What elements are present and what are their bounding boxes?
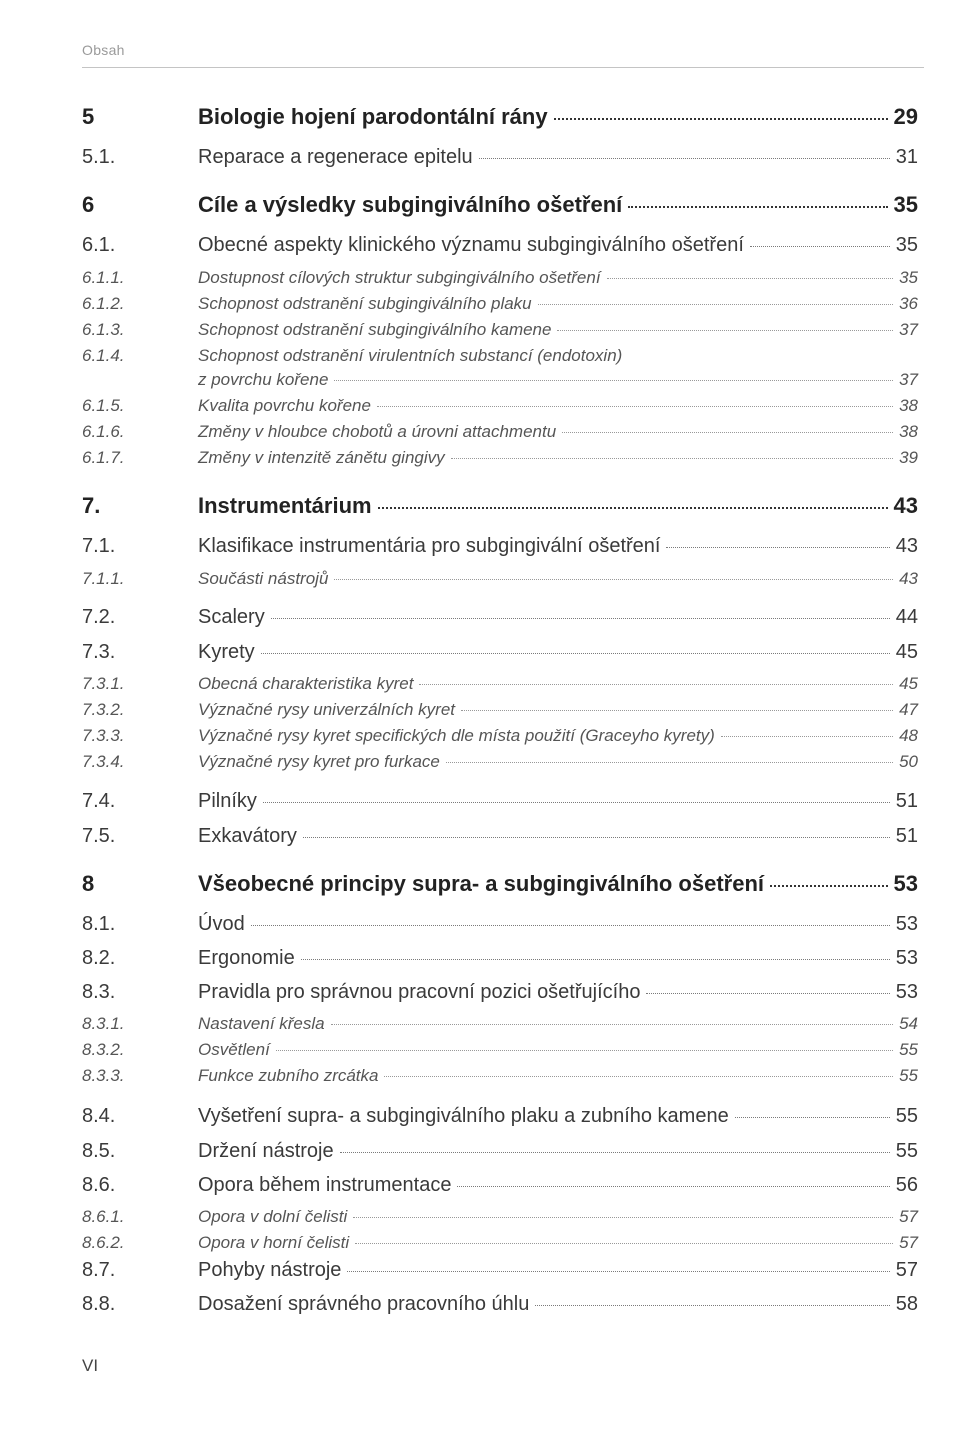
toc-entry[interactable] [82, 913, 918, 936]
toc-entry-number: 7.1. [82, 535, 116, 557]
toc-entry[interactable] [82, 396, 918, 416]
toc-entry-title: Opora během instrumentace [198, 1174, 452, 1196]
toc-entry-title: Obecné aspekty klinického významu subgingiválního ošetření [198, 234, 744, 256]
dot-leader [628, 206, 887, 208]
toc-entry-number: 8.2. [82, 947, 116, 969]
dot-leader [251, 925, 890, 926]
toc-entry-page: 51 [895, 825, 918, 847]
toc-entry-number: 7.3.2. [82, 700, 125, 719]
toc-entry-title: Schopnost odstranění subgingiválního plaku [198, 294, 532, 313]
dot-leader [750, 246, 890, 247]
toc-entry-title: Funkce zubního zrcátka [198, 1066, 379, 1085]
toc-entry[interactable] [82, 146, 918, 169]
toc-entry-number: 7.3.3. [82, 726, 125, 745]
toc-entry-title: Pohyby nástroje [198, 1259, 342, 1281]
toc-entry-page: 50 [899, 752, 918, 771]
toc-entry-page: 44 [895, 606, 918, 628]
toc-entry-page: 43 [893, 493, 918, 518]
toc-entry-title: Opora v dolní čelisti [198, 1207, 348, 1226]
toc-entry[interactable] [82, 268, 918, 288]
toc-entry[interactable] [82, 674, 918, 694]
toc-entry[interactable] [82, 234, 918, 257]
toc-entry-page: 45 [895, 641, 918, 663]
toc-entry[interactable] [82, 871, 918, 897]
toc-entry[interactable] [82, 320, 918, 340]
toc-entry-title: Schopnost odstranění subgingiválního kamene [198, 320, 552, 339]
toc-entry-continuation [198, 370, 918, 390]
toc-entry-number: 8.3.1. [82, 1014, 125, 1033]
toc-entry-page: 53 [893, 871, 918, 896]
toc-entry-number: 7.3.1. [82, 674, 125, 693]
toc-entry-title: Změny v hloubce chobotů a úrovni attachmentu [198, 422, 557, 441]
dot-leader [303, 837, 890, 838]
toc-entry-title: Scalery [198, 606, 265, 628]
dot-leader [271, 618, 890, 619]
dot-leader [334, 380, 893, 381]
toc-entry-number: 7.3.4. [82, 752, 125, 771]
toc-entry-title: Exkavátory [198, 825, 297, 847]
toc-entry-title: Osvětlení [198, 1040, 270, 1059]
toc-entry-title: Všeobecné principy supra- a subgingiválního ošetření [198, 871, 765, 896]
dot-leader [384, 1076, 893, 1077]
toc-entry-number: 7.3. [82, 641, 116, 663]
dot-leader [347, 1271, 889, 1272]
dot-leader [419, 684, 893, 685]
toc-entry-number: 7. [82, 493, 101, 518]
toc-entry-title: Součásti nástrojů [198, 569, 329, 588]
toc-entry-title: Nastavení křesla [198, 1014, 325, 1033]
toc-entry-page: 57 [899, 1207, 918, 1226]
toc-entry[interactable] [82, 1040, 918, 1060]
toc-entry[interactable] [82, 1066, 918, 1086]
toc-entry[interactable] [82, 700, 918, 720]
dot-leader [721, 736, 893, 737]
toc-entry-title: Kyrety [198, 641, 255, 663]
toc-entry[interactable] [82, 790, 918, 813]
toc-entry-page: 53 [895, 913, 918, 935]
toc-entry-number: 8.3.3. [82, 1066, 125, 1085]
dot-leader [770, 885, 887, 887]
toc-entry[interactable] [82, 535, 918, 558]
toc-entry-title: Pilníky [198, 790, 257, 812]
toc-entry[interactable] [82, 1174, 918, 1197]
toc-entry[interactable] [82, 1140, 918, 1163]
toc-entry-number: 8.3.2. [82, 1040, 125, 1059]
dot-leader [538, 304, 893, 305]
dot-leader [451, 458, 893, 459]
toc-entry-title: Význačné rysy kyret pro furkace [198, 752, 440, 771]
toc-entry-page: 47 [899, 700, 918, 719]
toc-entry[interactable] [82, 641, 918, 664]
toc-entry-title: Změny v intenzitě zánětu gingivy [198, 448, 445, 467]
header-rule [82, 67, 924, 68]
toc-entry-page: 35 [893, 192, 918, 217]
toc-entry-title: Instrumentárium [198, 493, 372, 518]
toc-entry[interactable] [82, 104, 918, 130]
toc-entry-title: Cíle a výsledky subgingiválního ošetření [198, 192, 623, 217]
toc-entry[interactable] [82, 448, 918, 468]
toc-entry-page: 38 [899, 422, 918, 441]
toc-entry-page: 55 [899, 1040, 918, 1059]
toc-entry-number: 7.4. [82, 790, 116, 812]
toc-entry[interactable] [82, 1233, 918, 1253]
toc-entry-title: Opora v horní čelisti [198, 1233, 350, 1252]
dot-leader [735, 1117, 890, 1118]
dot-leader [377, 406, 893, 407]
dot-leader [331, 1024, 893, 1025]
toc-entry-page: 58 [895, 1293, 918, 1315]
toc-entry-number: 6.1.6. [82, 422, 125, 441]
toc-entry-page: 39 [899, 448, 918, 467]
toc-entry-page: 38 [899, 396, 918, 415]
toc-entry-number: 6 [82, 192, 95, 217]
toc-entry-title: Pravidla pro správnou pracovní pozici ošetřujícího [198, 981, 641, 1003]
dot-leader [607, 278, 894, 279]
dot-leader [646, 993, 889, 994]
toc-entry[interactable] [82, 1014, 918, 1034]
toc-entry[interactable] [82, 981, 918, 1004]
toc-entry-number: 7.1.1. [82, 569, 125, 588]
toc-entry[interactable] [82, 606, 918, 629]
dot-leader [554, 118, 888, 120]
toc-entry[interactable] [82, 1105, 918, 1128]
toc-entry-number: 8.8. [82, 1293, 116, 1315]
toc-entry-page: 54 [899, 1014, 918, 1033]
toc-entry-title: Obecná charakteristika kyret [198, 674, 414, 693]
toc-entry[interactable] [82, 493, 918, 519]
toc-entry-page: 31 [895, 146, 918, 168]
dot-leader [353, 1217, 893, 1218]
toc-entry-number: 7.5. [82, 825, 116, 847]
toc-entry-page: 57 [899, 1233, 918, 1252]
toc-entry-number: 6.1.7. [82, 448, 125, 467]
dot-leader [562, 432, 893, 433]
toc-entry-page: 37 [899, 320, 918, 339]
toc-entry-number: 8.7. [82, 1259, 116, 1281]
toc-entry-number: 8.6. [82, 1174, 116, 1196]
dot-leader [666, 547, 889, 548]
dot-leader [446, 762, 893, 763]
toc-entry[interactable] [82, 1207, 918, 1227]
toc-entry-title: Klasifikace instrumentária pro subgingivální ošetření [198, 535, 661, 557]
toc-entry-page: 53 [895, 947, 918, 969]
dot-leader [557, 330, 893, 331]
toc-entry-page: 48 [899, 726, 918, 745]
toc-entry-page: 35 [895, 234, 918, 256]
toc-entry-number: 8.1. [82, 913, 116, 935]
toc-entry-number: 8 [82, 871, 95, 896]
toc-entry-page: 43 [899, 569, 918, 588]
toc-entry[interactable] [82, 1293, 918, 1316]
toc-entry-number: 8.6.1. [82, 1207, 125, 1226]
toc-entry-title: Úvod [198, 913, 245, 935]
dot-leader [461, 710, 893, 711]
dot-leader [378, 507, 888, 509]
toc-entry-number: 5.1. [82, 146, 116, 168]
toc-entry-number: 6.1.3. [82, 320, 125, 339]
toc-entry-title: Kvalita povrchu kořene [198, 396, 371, 415]
toc-entry[interactable] [82, 726, 918, 746]
toc-entry-number: 8.3. [82, 981, 116, 1003]
toc-entry-page: 43 [895, 535, 918, 557]
dot-leader [263, 802, 890, 803]
toc-entry[interactable] [82, 825, 918, 848]
dot-leader [535, 1305, 889, 1306]
toc-entry-title: Reparace a regenerace epitelu [198, 146, 473, 168]
toc-entry-page: 51 [895, 790, 918, 812]
dot-leader [261, 653, 890, 654]
dot-leader [276, 1050, 893, 1051]
toc-entry[interactable] [82, 752, 918, 772]
toc-entry[interactable] [82, 569, 918, 589]
toc-entry-page: 55 [899, 1066, 918, 1085]
toc-entry-page: 36 [899, 294, 918, 313]
toc-entry-page: 29 [893, 104, 918, 129]
toc-entry-number: 5 [82, 104, 95, 129]
toc-entry[interactable] [82, 1259, 918, 1282]
toc-entry-title: Schopnost odstranění virulentních substancí (endotoxin) [198, 346, 623, 365]
toc-entry-page: 45 [899, 674, 918, 693]
toc-entry-page: 53 [895, 981, 918, 1003]
dot-leader [340, 1152, 890, 1153]
toc-entry-number: 6.1.4. [82, 346, 125, 365]
toc-entry-title: Dosažení správného pracovního úhlu [198, 1293, 530, 1315]
toc-entry-title: Ergonomie [198, 947, 295, 969]
toc-entry-title: Držení nástroje [198, 1140, 334, 1162]
toc-entry-number: 6.1. [82, 234, 116, 256]
toc-entry-page: 57 [895, 1259, 918, 1281]
toc-entry-number: 7.2. [82, 606, 116, 628]
toc-entry-page: 37 [899, 370, 918, 389]
toc-entry-page: 56 [895, 1174, 918, 1196]
dot-leader [457, 1186, 889, 1187]
toc-entry-number: 8.5. [82, 1140, 116, 1162]
dot-leader [334, 579, 893, 580]
toc-entry[interactable] [82, 346, 918, 366]
toc-entry-title: Význačné rysy kyret specifických dle místa použití (Graceyho kyrety) [198, 726, 715, 745]
toc-entry-page: 55 [895, 1105, 918, 1127]
toc-entry-title: Význačné rysy univerzálních kyret [198, 700, 455, 719]
dot-leader [355, 1243, 893, 1244]
toc-entry-title: Biologie hojení parodontální rány [198, 104, 548, 129]
toc-entry[interactable] [82, 192, 918, 218]
dot-leader [479, 158, 890, 159]
toc-entry-page: 55 [895, 1140, 918, 1162]
toc-entry-number: 8.4. [82, 1105, 116, 1127]
toc-entry-title-cont: z povrchu kořene [198, 370, 329, 389]
dot-leader [301, 959, 890, 960]
toc-entry[interactable] [82, 294, 918, 314]
toc-entry-page: 35 [899, 268, 918, 287]
toc-entry[interactable] [82, 947, 918, 970]
toc-entry-number: 6.1.5. [82, 396, 125, 415]
toc-entry-number: 8.6.2. [82, 1233, 125, 1252]
toc-entry-number: 6.1.2. [82, 294, 125, 313]
toc-entry-title: Vyšetření supra- a subgingiválního plaku a zubního kamene [198, 1105, 729, 1127]
toc-entry[interactable] [82, 422, 918, 442]
toc-entry-number: 6.1.1. [82, 268, 125, 287]
running-header: Obsah [82, 42, 125, 58]
toc-entry-title: Dostupnost cílových struktur subgingiválního ošetření [198, 268, 601, 287]
page-number: VI [82, 1356, 99, 1375]
